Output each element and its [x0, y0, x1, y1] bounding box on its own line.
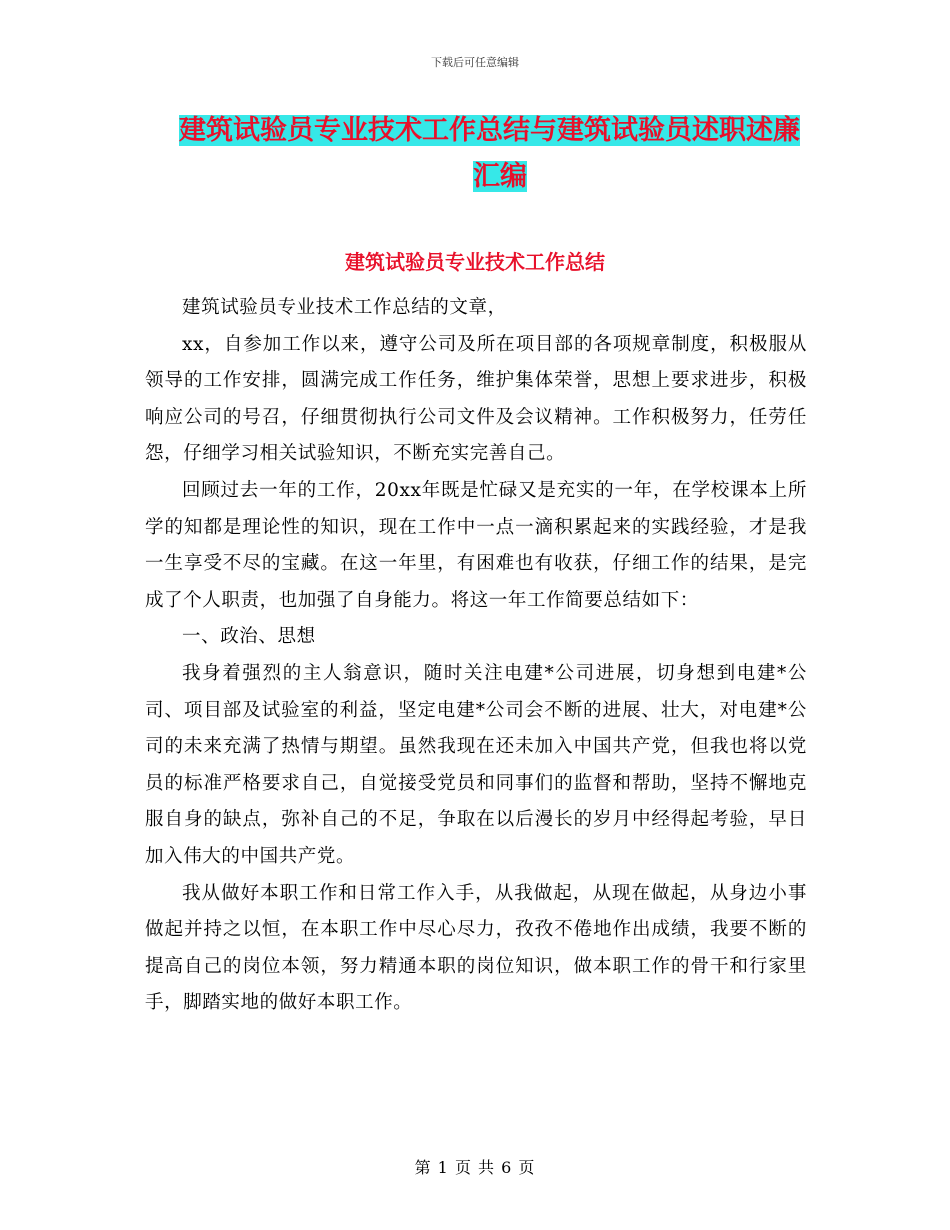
paragraph: 回顾过去一年的工作，20xx年既是忙碌又是充实的一年，在学校课本上所学的知都是理论性的知识，现在工作中一点一滴积累起来的实践经验，才是我一生享受不尽的宝藏。在这一年里，有困难也有收获，仔细工作的结果，是完成了个人职责，也加强了自身能力。将这一年工作简要总结如下： — [145, 479, 807, 611]
header-note: 下载后可任意编辑 — [431, 56, 519, 69]
document-title-line-1 — [150, 108, 850, 154]
title-highlight-2: 汇编 — [473, 161, 527, 192]
document-body — [145, 290, 807, 1022]
document-title-line-2 — [150, 154, 850, 200]
paragraph: 建筑试验员专业技术工作总结的文章， — [182, 297, 507, 318]
document-title — [150, 108, 850, 200]
title-highlight-1: 建筑试验员专业技术工作总结与建筑试验员述职述廉 — [179, 115, 800, 146]
paragraph: xx，自参加工作以来，遵守公司及所在项目部的各项规章制度，积极服从领导的工作安排，圆满完成工作任务，维护集体荣誉，思想上要求进步，积极响应公司的号召，仔细贯彻执行公司文件及会议精神。工作积极努力，任劳任怨，仔细学习相关试验知识，不断充实完善自己。 — [145, 333, 807, 465]
paragraph: 一、政治、思想 — [182, 626, 316, 648]
paragraph: 我从做好本职工作和日常工作入手，从我做起，从现在做起，从身边小事做起并持之以恒，在本职工作中尽心尽力，孜孜不倦地作出成绩，我要不断的提高自己的岗位本领，努力精通本职的岗位知识，做本职工作的骨干和行家里手，脚踏实地的做好本职工作。 — [145, 882, 807, 1014]
paragraph: 我身着强烈的主人翁意识，随时关注电建*公司进展，切身想到电建*公司、项目部及试验室的利益，坚定电建*公司会不断的进展、壮大，对电建*公司的未来充满了热情与期望。虽然我现在还未加入中国共产党，但我也将以党员的标准严格要求自己，自觉接受党员和同事们的监督和帮助，坚持不懈地克服自身的缺点，弥补自己的不足，争取在以后漫长的岁月中经得起考验，早日加入伟大的中国共产党。 — [145, 662, 807, 867]
page-footer: 第 1 页 共 6 页 — [414, 1158, 536, 1177]
section-title: 建筑试验员专业技术工作总结 — [345, 250, 605, 274]
